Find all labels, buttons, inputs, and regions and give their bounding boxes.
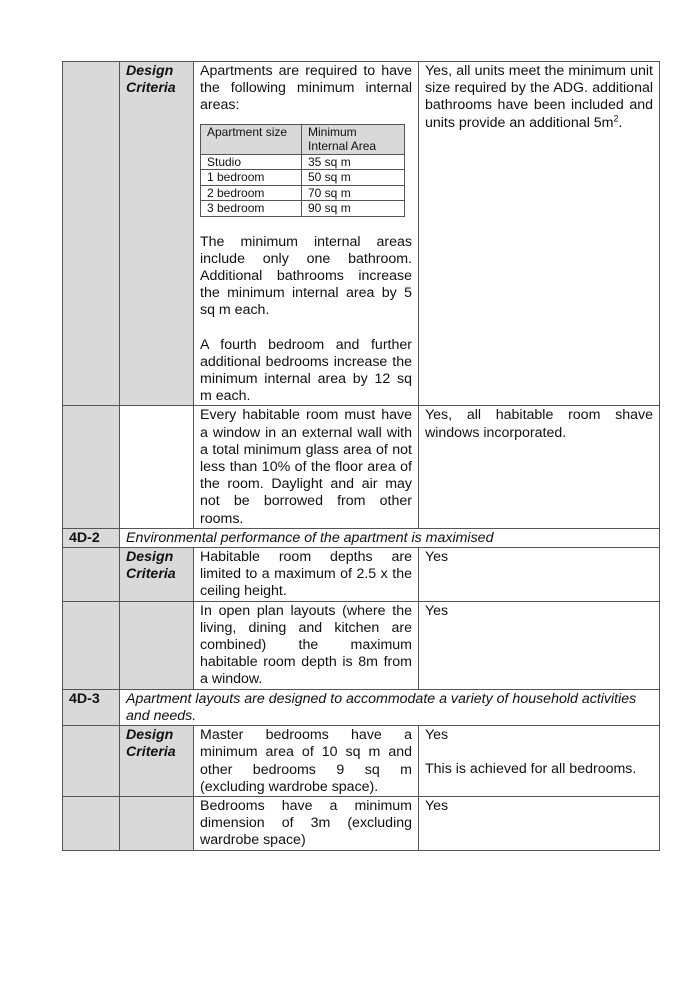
- label-criteria: Criteria: [126, 744, 176, 761]
- response-cell: [419, 548, 660, 602]
- response-cell: [419, 406, 660, 528]
- objective-code: 4D-2: [63, 528, 120, 547]
- table-row: [63, 548, 660, 602]
- area-row: [201, 201, 405, 217]
- response-text: Yes, all habitable room shave windows incorporated.: [425, 407, 653, 441]
- response-superscript: 2: [613, 112, 619, 123]
- label-design: Design: [126, 727, 174, 744]
- label-cell: [120, 548, 194, 602]
- area-table: [200, 124, 405, 217]
- requirement-bedrooms: A fourth bedroom and further additional bedrooms increase the minimum internal area by 12 sq m each.: [200, 336, 412, 405]
- area-value: 35 sq m: [302, 154, 405, 170]
- response-text: Yes: [425, 727, 449, 744]
- code-cell: [63, 406, 120, 528]
- label-design: Design: [126, 63, 174, 79]
- area-size: 3 bedroom: [201, 201, 302, 217]
- objective-code: 4D-3: [63, 689, 120, 725]
- area-row: [201, 185, 405, 201]
- label-cell: [120, 406, 194, 528]
- response-text: Yes: [425, 797, 449, 814]
- code-cell: [63, 601, 120, 689]
- label-criteria: Criteria: [126, 566, 176, 583]
- response-text: Yes: [425, 549, 449, 566]
- response-period: .: [618, 114, 623, 131]
- label-design: Design: [126, 549, 174, 566]
- objective-text: Environmental performance of the apartment is maximised: [120, 528, 660, 547]
- requirement-cell: [194, 62, 419, 406]
- objective-text: Apartment layouts are designed to accommodate a variety of household activities and needs.: [120, 689, 660, 725]
- table-row: [63, 601, 660, 689]
- requirement-cell: [194, 796, 419, 850]
- code-cell: [63, 796, 120, 850]
- table-row: [63, 406, 660, 528]
- objective-row: [63, 689, 660, 725]
- area-value: 70 sq m: [302, 185, 405, 201]
- requirement-cell: [194, 601, 419, 689]
- label-cell: [120, 601, 194, 689]
- area-value: 50 sq m: [302, 170, 405, 186]
- response-text: Yes, all units meet the minimum unit size required by the ADG. additional bathrooms have been included and units provide an additional 5m: [425, 63, 653, 131]
- area-size: 2 bedroom: [201, 185, 302, 201]
- area-row: [201, 170, 405, 186]
- table-row: [63, 62, 660, 406]
- compliance-table: [62, 61, 660, 851]
- area-header-size: Apartment size: [201, 124, 302, 154]
- area-row: [201, 154, 405, 170]
- requirement-cell: [194, 406, 419, 528]
- response-text: Yes: [425, 602, 449, 619]
- label-cell: [120, 62, 194, 406]
- code-cell: [63, 548, 120, 602]
- label-cell: [120, 796, 194, 850]
- area-header-area: Minimum Internal Area: [302, 124, 405, 154]
- label-cell: [120, 726, 194, 797]
- response-cell: [419, 796, 660, 850]
- requirement-text: Master bedrooms have a minimum area of 10 sq m and other bedrooms 9 sq m (excluding wardrobe space).: [200, 727, 412, 795]
- requirement-cell: [194, 726, 419, 797]
- response-cell: [419, 726, 660, 797]
- requirement-text: In open plan layouts (where the living, dining and kitchen are combined) the maximum habitable room depth is 8m from a window.: [200, 602, 412, 688]
- area-size: 1 bedroom: [201, 170, 302, 186]
- requirement-text: Bedrooms have a minimum dimension of 3m (excluding wardrobe space): [200, 797, 412, 849]
- label-criteria: Criteria: [126, 80, 176, 97]
- area-table-header: [201, 124, 405, 154]
- code-cell: [63, 62, 120, 406]
- code-cell: [63, 726, 120, 797]
- requirement-text: Habitable room depths are limited to a maximum of 2.5 x the ceiling height.: [200, 549, 412, 600]
- table-row: [63, 796, 660, 850]
- area-value: 90 sq m: [302, 201, 405, 217]
- response-note: This is achieved for all bedrooms.: [425, 761, 637, 778]
- requirement-text: Every habitable room must have a window in an external wall with a total minimum glass area of not less than 10% of the floor area of the room. Daylight and air may not be borrowed from other rooms.: [200, 407, 412, 527]
- requirement-intro: Apartments are required to have the following minimum internal areas:: [200, 63, 412, 114]
- area-size: Studio: [201, 154, 302, 170]
- response-cell: [419, 601, 660, 689]
- table-row: [63, 726, 660, 797]
- objective-row: [63, 528, 660, 547]
- response-cell: [419, 62, 660, 406]
- requirement-bathrooms: The minimum internal areas include only one bathroom. Additional bathrooms increase the minimum internal area by 5 sq m each.: [200, 233, 412, 319]
- requirement-cell: [194, 548, 419, 602]
